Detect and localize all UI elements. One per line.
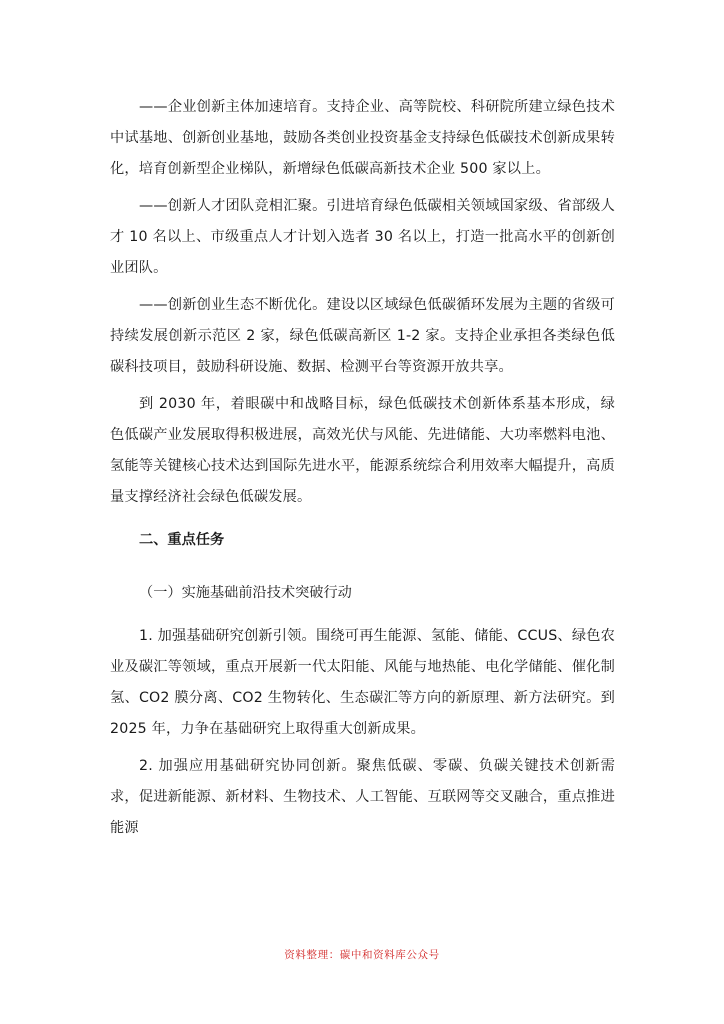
paragraph-2030-goals: 到 2030 年，着眼碳中和战略目标，绿色低碳技术创新体系基本形成，绿色低碳产业发展取得积极进展，高效光伏与风能、先进储能、大功率燃料电池、氢能等关键核心技术达到国际先进水平，能源系统综合利用效率大幅提升，高质量支撑经济社会绿色低碳发展。 [110, 396, 615, 505]
paragraph-innovation-ecosystem: ——创新创业生态不断优化。建设以区域绿色低碳循环发展为主题的省级可持续发展创新示范区 2 家，绿色低碳高新区 1-2 家。支持企业承担各类绿色低碳科技项目，鼓励科研设施、数据、检测平台等资源开放共享。 [110, 297, 615, 375]
paragraph-talent-teams: ——创新人才团队竞相汇聚。引进培育绿色低碳相关领域国家级、省部级人才 10 名以上、市级重点人才计划入选者 30 名以上，打造一批高水平的创新创业团队。 [110, 198, 615, 276]
paragraph-enterprise-innovation: ——企业创新主体加速培育。支持企业、高等院校、科研院所建立绿色技术中试基地、创新创业基地，鼓励各类创业投资基金支持绿色低碳技术创新成果转化，培育创新型企业梯队，新增绿色低碳高新技术企业 500 家以上。 [110, 99, 615, 177]
task-paragraph-1: 1. 加强基础研究创新引领。围绕可再生能源、氢能、储能、CCUS、绿色农业及碳汇等领域，重点开展新一代太阳能、风能与地热能、电化学储能、催化制氢、CO2 膜分离、CO2 生物转化、生态碳汇等方向的新原理、新方法研究。到 2025 年，力争在基础研究上取得重大创新成果。 [110, 628, 615, 737]
task-paragraph-2: 2. 加强应用基础研究协同创新。聚焦低碳、零碳、负碳关键技术创新需求，促进新能源、新材料、生物技术、人工智能、互联网等交叉融合，重点推进能源 [110, 758, 615, 836]
subsection-heading-basic-research: （一）实施基础前沿技术突破行动 [139, 585, 352, 601]
document-body [110, 92, 615, 850]
footer-source-note: 资料整理：碳中和资料库公众号 [284, 949, 440, 961]
section-heading-key-tasks: 二、重点任务 [139, 532, 225, 548]
